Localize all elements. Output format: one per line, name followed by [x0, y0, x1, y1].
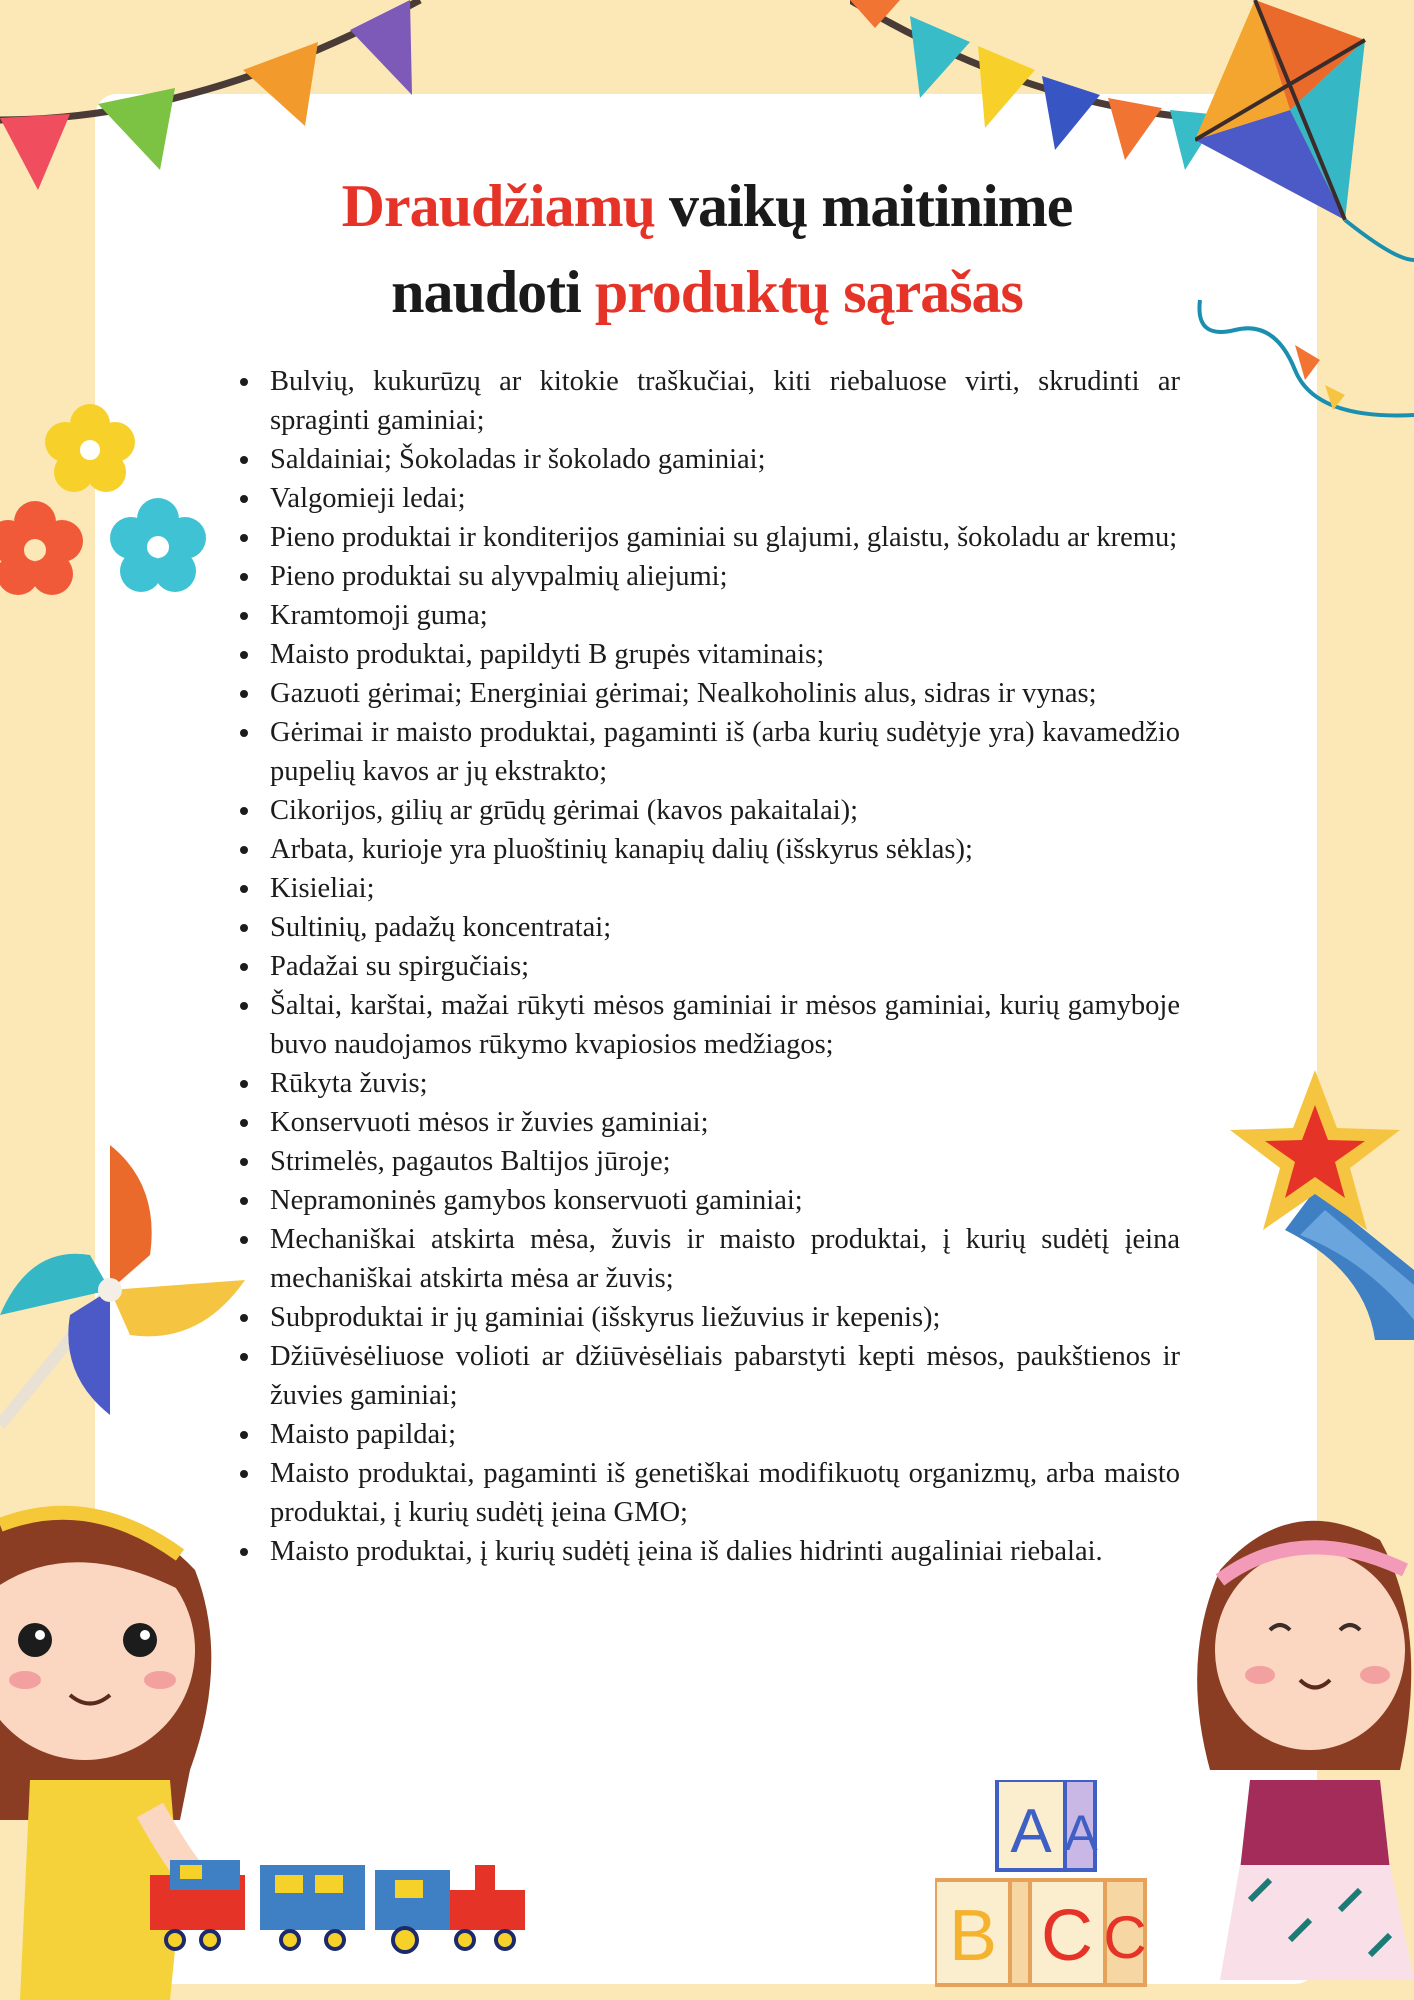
- bullet-icon: [240, 1236, 248, 1244]
- bullet-icon: [240, 651, 248, 659]
- list-item: [240, 830, 1180, 869]
- list-item: [240, 479, 1180, 518]
- list-item: [240, 713, 1180, 791]
- bullet-icon: [240, 495, 248, 503]
- list-item-text: Nepramoninės gamybos konservuoti gaminiai;: [270, 1185, 803, 1216]
- list-item: [240, 986, 1180, 1064]
- bullet-icon: [240, 1158, 248, 1166]
- bullet-icon: [240, 963, 248, 971]
- list-item-text: Maisto produktai, papildyti B grupės vitaminais;: [270, 639, 825, 670]
- bullet-icon: [240, 1314, 248, 1322]
- toy-train-decoration: [150, 1845, 530, 1960]
- list-item-text: Strimelės, pagautos Baltijos jūroje;: [270, 1146, 671, 1177]
- bunting-left-decoration: [0, 0, 440, 190]
- list-item-text: Pieno produktai su alyvpalmių aliejumi;: [270, 561, 728, 592]
- pinwheel-decoration: [0, 1145, 250, 1445]
- list-item-text: Maisto produktai, į kurių sudėtį įeina iš dalies hidrinti augaliniai riebalai.: [270, 1536, 1103, 1567]
- bullet-icon: [240, 1197, 248, 1205]
- bullet-icon: [240, 612, 248, 620]
- title-highlight-1: Draudžiamų: [341, 173, 655, 239]
- bullet-icon: [240, 534, 248, 542]
- list-item: [240, 869, 1180, 908]
- list-item-text: Maisto papildai;: [270, 1419, 457, 1450]
- title-text-1: vaikų maitinime: [655, 173, 1073, 239]
- girl-right-illustration: [1180, 1480, 1414, 2000]
- block-letter-a: A: [1010, 1797, 1052, 1866]
- list-item: [240, 1415, 1180, 1454]
- list-item-text: Kisieliai;: [270, 873, 375, 904]
- list-item-text: Arbata, kurioje yra pluoštinių kanapių dalių (išskyrus sėklas);: [270, 834, 973, 865]
- bullet-icon: [240, 1119, 248, 1127]
- flowers-decoration: [0, 395, 220, 625]
- list-item: [240, 1532, 1180, 1571]
- list-item-text: Pieno produktai ir konditerijos gaminiai su glajumi, glaistu, šokoladu ar kremu;: [270, 522, 1178, 553]
- list-item-text: Kramtomoji guma;: [270, 600, 488, 631]
- list-item: [240, 557, 1180, 596]
- list-item: [240, 1454, 1180, 1532]
- list-item: [240, 1103, 1180, 1142]
- bullet-icon: [240, 378, 248, 386]
- list-item-text: Gėrimai ir maisto produktai, pagaminti iš (arba kurių sudėtyje yra) kavamedžio pupelių kavos ar jų ekstrakto;: [270, 717, 1180, 787]
- block-letter-c-side: C: [1103, 1904, 1147, 1971]
- list-item-text: Maisto produktai, pagaminti iš genetiškai modifikuotų organizmų, arba maisto produktai, į kurių sudėtį įeina GMO;: [270, 1458, 1180, 1528]
- list-item: [240, 596, 1180, 635]
- bullet-icon: [240, 807, 248, 815]
- list-item-text: Cikorijos, gilių ar grūdų gėrimai (kavos pakaitalai);: [270, 795, 859, 826]
- list-item: [240, 1142, 1180, 1181]
- list-item-text: Rūkyta žuvis;: [270, 1068, 428, 1099]
- list-item-text: Subproduktai ir jų gaminiai (išskyrus liežuvius ir kepenis);: [270, 1302, 941, 1333]
- list-item-text: Džiūvėsėliuose volioti ar džiūvėsėliais pabarstyti kepti mėsos, paukštienos ir žuvies gaminiai;: [270, 1341, 1180, 1411]
- block-letter-a-side: A: [1064, 1805, 1098, 1861]
- page-title-line-1: [0, 173, 1414, 239]
- bullet-icon: [240, 690, 248, 698]
- list-item-text: Padažai su spirgučiais;: [270, 951, 530, 982]
- list-item: [240, 362, 1180, 440]
- list-item: [240, 635, 1180, 674]
- title-text-2: naudoti: [391, 259, 595, 325]
- bullet-icon: [240, 924, 248, 932]
- abc-blocks-decoration: [935, 1780, 1185, 2000]
- block-letter-b: B: [948, 1896, 998, 1976]
- bunting-right-decoration: [850, 0, 1250, 170]
- bullet-icon: [240, 456, 248, 464]
- list-item-text: Mechaniškai atskirta mėsa, žuvis ir maisto produktai, į kurių sudėtį įeina mechaniškai atskirta mėsa ar žuvis;: [270, 1224, 1180, 1294]
- list-item: [240, 947, 1180, 986]
- list-item-text: Bulvių, kukurūzų ar kitokie traškučiai, kiti riebaluose virti, skrudinti ar spraginti gaminiai;: [270, 366, 1180, 436]
- bullet-icon: [240, 1002, 248, 1010]
- shooting-star-decoration: [1225, 1070, 1414, 1340]
- list-item: [240, 1064, 1180, 1103]
- list-item: [240, 1181, 1180, 1220]
- list-item: [240, 518, 1180, 557]
- prohibited-products-list: [240, 362, 1180, 1571]
- list-item: [240, 1298, 1180, 1337]
- list-item-text: Gazuoti gėrimai; Energiniai gėrimai; Nealkoholinis alus, sidras ir vynas;: [270, 678, 1097, 709]
- list-item-text: Konservuoti mėsos ir žuvies gaminiai;: [270, 1107, 709, 1138]
- list-item: [240, 1220, 1180, 1298]
- list-item-text: Valgomieji ledai;: [270, 483, 466, 514]
- bullet-icon: [240, 846, 248, 854]
- bullet-icon: [240, 1431, 248, 1439]
- bullet-icon: [240, 573, 248, 581]
- list-item: [240, 791, 1180, 830]
- bullet-icon: [240, 1080, 248, 1088]
- bullet-icon: [240, 729, 248, 737]
- bullet-icon: [240, 885, 248, 893]
- list-item: [240, 674, 1180, 713]
- page-title-line-2: [0, 259, 1414, 325]
- list-item-text: Šaltai, karštai, mažai rūkyti mėsos gaminiai ir mėsos gaminiai, kurių gamyboje buvo naudojamos rūkymo kvapiosios medžiagos;: [270, 990, 1180, 1060]
- list-item: [240, 1337, 1180, 1415]
- list-item: [240, 440, 1180, 479]
- list-item: [240, 908, 1180, 947]
- list-item-text: Sultinių, padažų koncentratai;: [270, 912, 612, 943]
- block-letter-c: C: [1041, 1896, 1093, 1976]
- title-highlight-2: produktų sąrašas: [594, 259, 1023, 325]
- bullet-icon: [240, 1353, 248, 1361]
- bullet-icon: [240, 1470, 248, 1478]
- list-item-text: Saldainiai; Šokoladas ir šokolado gaminiai;: [270, 444, 766, 475]
- bullet-icon: [240, 1548, 248, 1556]
